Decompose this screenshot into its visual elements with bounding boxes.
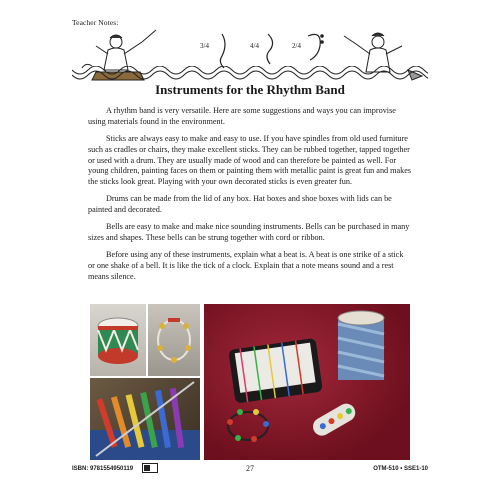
footer-isbn: ISBN: 9781554950119 [72,466,134,472]
paragraph-sticks: Sticks are always easy to make and easy to use. If you have spindles from old used furniture such as cradles or chairs, they make excellent sticks. They can be rubbed together, tapped together or used with a drum. They are usually made of wood and can therefore be painted as well. For young children, painting faces on them or painting them with metallic paint is great fun and makes the sticks look great. Playing with your own decorated sticks is even greater fun. [88,134,412,186]
drum-photo [90,304,146,376]
paragraph-bells: Bells are easy to make and make nice sounding instruments. Bells can be purchased in many sizes and shapes. These bells can be strung together with cord or ribbon. [88,222,410,243]
colored-sticks-photo [90,378,200,460]
header-wave-divider [72,66,428,80]
body-text [88,106,412,289]
page-title: Instruments for the Rhythm Band [155,82,345,97]
paragraph-beat: Before using any of these instruments, explain what a beat is. A beat is one strike of a stick or one shake of a bell. It is like the tick of a clock. Explain that a note means sound and a rest means silence. [88,250,404,281]
page-number: 27 [246,464,254,473]
paragraph-intro: A rhythm band is very versatile. Here are some suggestions and ways you can improvise using materials found in the environment. [88,106,396,126]
bell-bracelet-photo [148,304,200,376]
time-signature-2: 4/4 [250,42,259,50]
homemade-instruments-photo [204,304,410,460]
time-signature-1: 3/4 [200,42,209,50]
footer-product-code: OTM-510 • SSE1-10 [373,466,428,472]
treble-clef-icon [220,34,225,68]
teacher-notes-label: Teacher Notes: [72,18,119,27]
time-signature-3: 2/4 [292,42,301,50]
paragraph-drums: Drums can be made from the lid of any box. Hat boxes and shoe boxes with lids can be painted and decorated. [88,194,392,214]
